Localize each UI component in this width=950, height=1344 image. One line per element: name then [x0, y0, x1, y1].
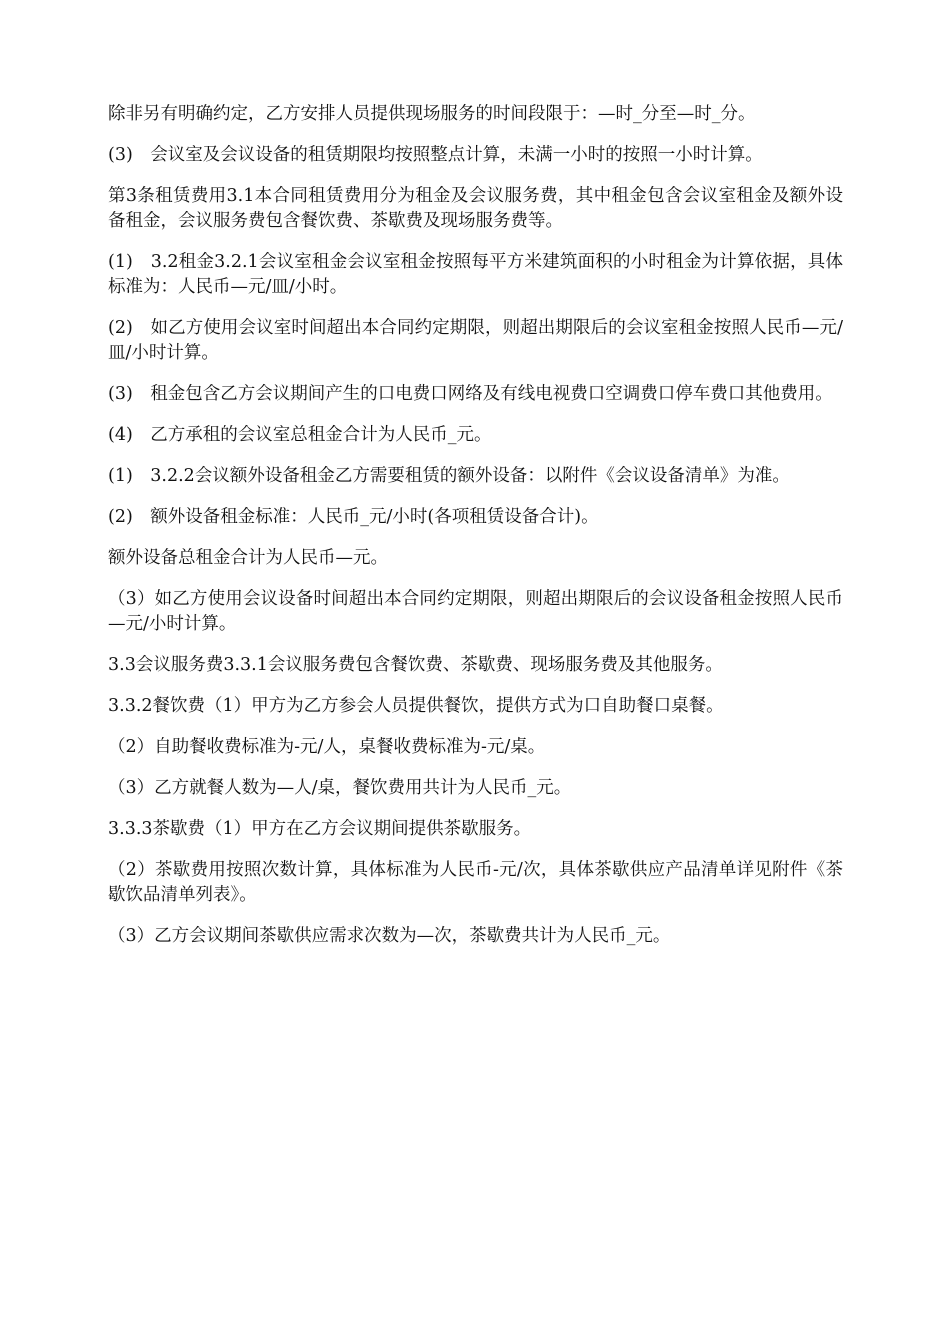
paragraph-room-rent-standard: (1) 3.2租金3.2.1会议室租金会议室租金按照每平方米建筑面积的小时租金为计算依据，具体标准为：人民币—元/皿/小时。 [108, 252, 843, 297]
paragraph-extra-equipment: (1) 3.2.2会议额外设备租金乙方需要租赁的额外设备：以附件《会议设备清单》为准。 [108, 466, 790, 486]
paragraph-service-hours: 除非另有明确约定，乙方安排人员提供现场服务的时间段限于：—时_分至—时_分。 [108, 104, 756, 124]
paragraph-catering-rates: （2）自助餐收费标准为-元/人，桌餐收费标准为-元/桌。 [108, 737, 546, 757]
paragraph-room-overtime-rent: (2) 如乙方使用会议室时间超出本合同约定期限，则超出期限后的会议室租金按照人民币—元/皿/小时计算。 [108, 318, 843, 363]
paragraph-tea-break-fee: 3.3.3茶歇费（1）甲方在乙方会议期间提供茶歇服务。 [108, 819, 532, 839]
paragraph-tea-break-total: （3）乙方会议期间茶歇供应需求次数为—次，茶歇费共计为人民币_元。 [108, 926, 671, 946]
paragraph-extra-equipment-rate: (2) 额外设备租金标准：人民币_元/小时(各项租赁设备合计)。 [108, 507, 599, 527]
paragraph-extra-equipment-total: 额外设备总租金合计为人民币—元。 [108, 548, 388, 568]
paragraph-catering-total: （3）乙方就餐人数为—人/桌，餐饮费用共计为人民币_元。 [108, 778, 572, 798]
paragraph-tea-break-rate: （2）茶歇费用按照次数计算，具体标准为人民币-元/次，具体茶歇供应产品清单详见附件《茶歇饮品清单列表》。 [108, 860, 843, 905]
paragraph-rent-inclusions: (3) 租金包含乙方会议期间产生的口电费口网络及有线电视费口空调费口停车费口其他费用。 [108, 384, 833, 404]
paragraph-article-3-fees: 第3条租赁费用3.1本合同租赁费用分为租金及会议服务费，其中租金包含会议室租金及额外设备租金，会议服务费包含餐饮费、茶歇费及现场服务费等。 [108, 186, 843, 231]
document-page [108, 102, 843, 965]
paragraph-meeting-service-fee: 3.3会议服务费3.3.1会议服务费包含餐饮费、茶歇费、现场服务费及其他服务。 [108, 655, 723, 675]
paragraph-lease-term-rounding: (3) 会议室及会议设备的租赁期限均按照整点计算，未满一小时的按照一小时计算。 [108, 145, 763, 165]
paragraph-room-rent-total: (4) 乙方承租的会议室总租金合计为人民币_元。 [108, 425, 492, 445]
paragraph-catering-fee: 3.3.2餐饮费（1）甲方为乙方参会人员提供餐饮，提供方式为口自助餐口桌餐。 [108, 696, 724, 716]
paragraph-equipment-overtime: （3）如乙方使用会议设备时间超出本合同约定期限，则超出期限后的会议设备租金按照人民币—元/小时计算。 [108, 589, 843, 634]
